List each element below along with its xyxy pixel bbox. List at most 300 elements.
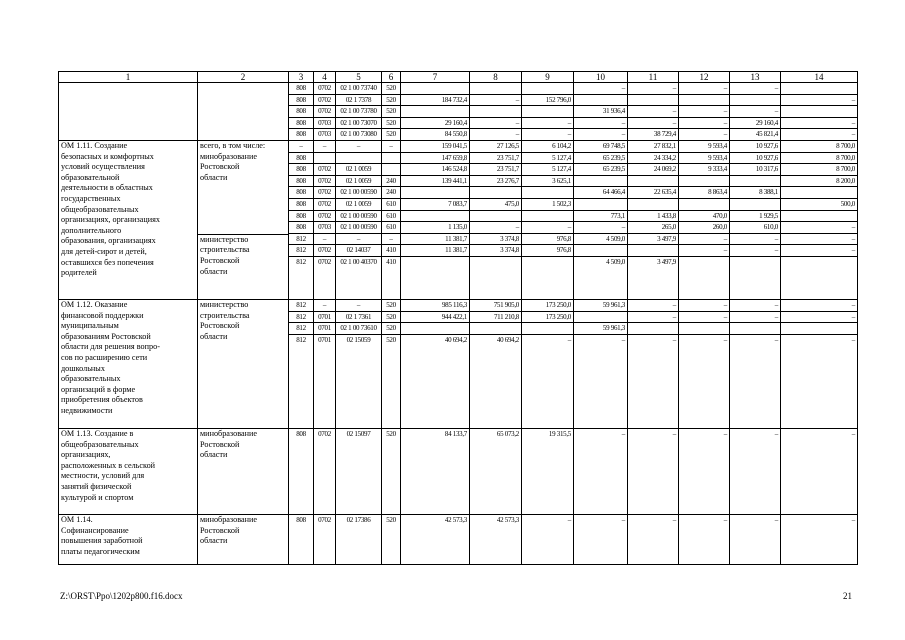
- table-block-row: [59, 299, 858, 428]
- table-cell-value: 751 905,0: [470, 300, 521, 312]
- table-cell-value: 9 593,4: [679, 141, 729, 153]
- table-cell-value: –: [470, 222, 521, 234]
- header-row: [59, 72, 858, 83]
- table-cell-value: 0702: [314, 211, 335, 223]
- data-column-cell: [730, 428, 781, 514]
- executor-line: министерство: [200, 299, 249, 309]
- data-column-cell: [336, 140, 382, 299]
- table-cell-value: –: [781, 95, 857, 107]
- table-cell-value: –: [774, 515, 778, 524]
- executor-line: строительства: [200, 245, 250, 255]
- table-cell-value: 02 1 0059: [336, 199, 381, 211]
- table-cell-value: 42 573,3: [496, 515, 519, 524]
- table-cell-value: 64 466,4: [574, 187, 627, 199]
- column-number-header: 13: [730, 72, 781, 83]
- table-cell-value: –: [774, 429, 778, 438]
- table-cell-value: [730, 199, 780, 211]
- table-cell-value: 808: [289, 118, 313, 130]
- data-column-cell: [781, 514, 858, 564]
- table-cell-value: [730, 257, 780, 268]
- table-cell-value: 0701: [314, 312, 335, 324]
- measure-description-line: сов по расширению сети: [61, 352, 148, 362]
- table-cell-value: –: [574, 118, 627, 130]
- executor-line: министерство: [200, 234, 249, 244]
- table-block-row: [59, 83, 858, 141]
- data-column-cell: [574, 140, 628, 299]
- table-cell-value: 808: [289, 187, 313, 199]
- column-number-header: 5: [336, 72, 382, 83]
- table-cell-value: [574, 176, 627, 188]
- column-number-header: 11: [628, 72, 679, 83]
- table-cell-value: –: [679, 300, 729, 312]
- table-cell-value: 65 239,5: [574, 164, 627, 176]
- data-column-cell: [781, 83, 858, 141]
- table-cell-value: 8 200,0: [781, 176, 857, 188]
- executor-line: Ростовской: [200, 162, 240, 172]
- data-column-cell: [314, 428, 336, 514]
- table-cell-value: –: [672, 515, 676, 524]
- table-cell-value: 265,0: [628, 222, 678, 234]
- table-cell-value: 40 694,2: [444, 335, 467, 344]
- data-column-cell: [289, 299, 314, 428]
- table-cell-value: 808: [296, 130, 306, 139]
- table-cell-value: 29 160,4: [730, 118, 780, 130]
- table-cell-value: 1 929,5: [730, 211, 780, 223]
- executor-group: [198, 300, 288, 428]
- table-cell-value: 02 1 0059: [336, 176, 381, 188]
- table-cell-value: –: [672, 429, 676, 438]
- measure-description-line: расположенных в сельской: [61, 460, 156, 470]
- data-column-cell: [730, 299, 781, 428]
- table-cell-value: [574, 245, 627, 257]
- table-cell-value: 23 276,7: [470, 176, 521, 188]
- table-cell-value: 0702: [314, 95, 335, 107]
- measure-description-line: повышения заработной: [61, 536, 143, 546]
- measure-description-line: общеобразовательных: [61, 439, 139, 449]
- table-cell-value: 808: [296, 515, 306, 524]
- table-cell-value: 520: [382, 323, 400, 335]
- table-cell-value: 240: [382, 176, 400, 188]
- table-cell-value: 02 1 00 00590: [336, 211, 381, 223]
- measure-description-line: ОМ 1.11. Создание: [61, 140, 128, 150]
- table-cell-value: 8 700,0: [781, 153, 857, 165]
- table-cell-value: 02 17386: [346, 515, 371, 524]
- table-cell-value: 10 317,6: [730, 164, 780, 176]
- table-cell-value: –: [628, 118, 678, 130]
- table-cell-value: 27 126,5: [470, 141, 521, 153]
- column-number-header: 9: [522, 72, 574, 83]
- table-cell-value: –: [382, 141, 400, 153]
- measure-description-cell: [59, 140, 198, 299]
- table-cell-value: 02 15097: [346, 429, 371, 438]
- data-column-cell: [336, 514, 382, 564]
- table-cell-value: 808: [289, 164, 313, 176]
- measure-description-line: Софинансирование: [61, 525, 129, 535]
- table-cell-value: –: [567, 130, 571, 139]
- data-column-cell: [679, 428, 730, 514]
- table-cell-value: –: [628, 312, 678, 324]
- data-column-cell: [336, 428, 382, 514]
- table-cell-value: 84 550,8: [444, 130, 467, 139]
- table-cell-value: 0702: [318, 515, 331, 524]
- table-cell-value: 976,8: [522, 245, 573, 257]
- executor-cell: [198, 299, 289, 428]
- data-column-cell: [628, 299, 679, 428]
- table-cell-value: 0702: [318, 429, 331, 438]
- table-cell-value: –: [723, 130, 727, 139]
- measure-description-line: организациях, организациях: [61, 215, 160, 225]
- data-column-cell: [401, 428, 470, 514]
- table-cell-value: 8 388,1: [730, 187, 780, 199]
- table-cell-value: 24 334,2: [628, 153, 678, 165]
- table-cell-value: 0702: [314, 83, 335, 95]
- data-column-cell: [730, 514, 781, 564]
- table-cell-value: [401, 257, 469, 268]
- table-cell-value: –: [679, 83, 729, 95]
- table-cell-value: [574, 95, 627, 107]
- table-cell-value: 470,0: [679, 211, 729, 223]
- table-cell-value: 139 441,1: [401, 176, 469, 188]
- table-cell-value: –: [574, 222, 627, 234]
- table-cell-value: –: [730, 106, 780, 118]
- measure-description-line: местности, условий для: [61, 471, 145, 481]
- table-cell-value: 184 732,4: [401, 95, 469, 107]
- data-column-cell: [522, 299, 574, 428]
- executor-line: Ростовской: [200, 321, 240, 331]
- table-cell-value: –: [470, 95, 521, 107]
- table-cell-value: [470, 106, 521, 118]
- data-column-cell: [336, 299, 382, 428]
- table-cell-value: 5 127,4: [522, 164, 573, 176]
- table-cell-value: –: [730, 234, 780, 246]
- table-cell-value: 520: [382, 118, 400, 130]
- executor-line: области: [200, 536, 228, 546]
- table-cell-value: –: [314, 300, 335, 312]
- table-cell-value: 59 961,3: [574, 300, 627, 312]
- column-number-header: 3: [289, 72, 314, 83]
- table-cell-value: 27 832,1: [628, 141, 678, 153]
- table-cell-value: [336, 153, 381, 165]
- measure-description-line: культурой и спортом: [61, 492, 134, 502]
- table-cell-value: –: [628, 300, 678, 312]
- executor-line: области: [200, 450, 228, 460]
- table-cell-value: 610: [382, 199, 400, 211]
- table-cell-value: –: [679, 312, 729, 324]
- table-cell-value: [628, 95, 678, 107]
- table-cell-value: –: [621, 429, 625, 438]
- table-cell-value: 69 748,5: [574, 141, 627, 153]
- footer-file-path: Z:\ORST\Ppo\1202p800.f16.docx: [60, 591, 183, 601]
- table-cell-value: 520: [386, 515, 396, 524]
- table-cell-value: [574, 312, 627, 324]
- table-cell-value: 0702: [314, 245, 335, 257]
- table-cell-value: 0701: [314, 323, 335, 335]
- table-cell-value: –: [628, 106, 678, 118]
- table-cell-value: –: [851, 130, 855, 139]
- table-cell-value: 808: [289, 106, 313, 118]
- table-cell-value: 475,0: [470, 199, 521, 211]
- table-cell-value: 3 625,1: [522, 176, 573, 188]
- table-cell-value: –: [679, 106, 729, 118]
- table-cell-value: –: [781, 234, 857, 246]
- table-cell-value: 808: [289, 211, 313, 223]
- table-cell-value: 7 083,7: [401, 199, 469, 211]
- data-column-cell: [522, 428, 574, 514]
- data-column-cell: [781, 299, 858, 428]
- table-cell-value: 59 961,3: [574, 323, 627, 335]
- table-cell-value: –: [574, 83, 627, 95]
- measure-description-line: занятий физической: [61, 481, 132, 491]
- table-cell-value: 520: [386, 130, 396, 139]
- table-cell-value: –: [336, 300, 381, 312]
- data-column-cell: [401, 299, 470, 428]
- executor-line: минобразование: [200, 151, 258, 161]
- measure-description-line: ОМ 1.12. Оказание: [61, 299, 128, 309]
- executor-line: Ростовской: [200, 525, 240, 535]
- table-cell-value: –: [621, 515, 625, 524]
- table-cell-value: 0702: [314, 106, 335, 118]
- table-cell-value: [628, 245, 678, 257]
- data-column-cell: [382, 83, 401, 141]
- table-cell-value: 812: [289, 245, 313, 257]
- column-number-header: 7: [401, 72, 470, 83]
- table-cell-value: 812: [289, 312, 313, 324]
- measure-description-line: недвижимости: [61, 405, 113, 415]
- table-cell-value: –: [781, 118, 857, 130]
- table-cell-value: 773,1: [574, 211, 627, 223]
- table-cell-value: 02 1 00 00590: [336, 222, 381, 234]
- table-cell-value: [522, 323, 573, 335]
- table-cell-value: 8 863,4: [679, 187, 729, 199]
- table-cell-value: –: [621, 130, 625, 139]
- measure-description-line: организациях,: [61, 450, 111, 460]
- table-cell-value: 520: [382, 95, 400, 107]
- table-cell-value: –: [336, 234, 381, 246]
- data-column-cell: [336, 83, 382, 141]
- data-column-cell: [314, 140, 336, 299]
- table-cell-value: 38 729,4: [653, 130, 676, 139]
- table-cell-value: 40 694,2: [496, 335, 519, 344]
- table-cell-value: 02 1 00 00590: [336, 187, 381, 199]
- measure-description-line: платы педагогическим: [61, 546, 140, 556]
- table-cell-value: 0702: [314, 164, 335, 176]
- data-column-cell: [628, 514, 679, 564]
- table-cell-value: 711 210,8: [470, 312, 521, 324]
- data-column-cell: [289, 514, 314, 564]
- table-cell-value: [382, 153, 400, 165]
- executor-line: минобразование: [200, 428, 258, 438]
- budget-table: [58, 71, 858, 565]
- table-cell-value: –: [730, 83, 780, 95]
- data-column-cell: [314, 83, 336, 141]
- table-cell-value: 11 381,7: [401, 245, 469, 257]
- data-column-cell: [382, 428, 401, 514]
- measure-description-line: безопасных и комфортных: [61, 151, 154, 161]
- data-column-cell: [382, 514, 401, 564]
- measure-description-line: образованиям Ростовской: [61, 331, 151, 341]
- table-cell-value: –: [515, 130, 519, 139]
- table-cell-value: –: [522, 118, 573, 130]
- data-column-cell: [470, 140, 522, 299]
- table-cell-value: –: [851, 515, 855, 524]
- data-column-cell: [679, 514, 730, 564]
- data-column-cell: [470, 428, 522, 514]
- table-cell-value: [470, 187, 521, 199]
- measure-description-line: финансовой поддержки: [61, 310, 144, 320]
- table-cell-value: [781, 83, 857, 95]
- table-cell-value: 65 239,5: [574, 153, 627, 165]
- measure-description-cell: [59, 514, 198, 564]
- table-cell-value: [781, 211, 857, 223]
- executor-group: [198, 515, 288, 561]
- table-cell-value: –: [382, 234, 400, 246]
- table-cell-value: 1 135,0: [401, 222, 469, 234]
- table-cell-value: 45 821,4: [755, 130, 778, 139]
- column-number-header: 8: [470, 72, 522, 83]
- table-block-row: [59, 428, 858, 514]
- table-cell-value: 520: [386, 335, 396, 344]
- data-column-cell: [314, 514, 336, 564]
- data-column-cell: [781, 428, 858, 514]
- table-cell-value: 808: [289, 153, 313, 165]
- table-cell-value: [628, 199, 678, 211]
- executor-line: всего, в том числе:: [200, 140, 266, 150]
- table-cell-value: –: [567, 515, 571, 524]
- table-cell-value: 808: [296, 429, 306, 438]
- table-cell-value: 0703: [314, 118, 335, 130]
- table-cell-value: 02 1 7361: [336, 312, 381, 324]
- table-cell-value: 02 1 00 40370: [340, 257, 377, 266]
- table-cell-value: 240: [382, 187, 400, 199]
- data-column-cell: [679, 140, 730, 299]
- table-block-row: [59, 514, 858, 564]
- table-cell-value: 19 315,5: [548, 429, 571, 438]
- table-cell-value: 23 751,7: [470, 153, 521, 165]
- table-cell-value: 0702: [314, 176, 335, 188]
- table-cell-value: –: [336, 141, 381, 153]
- measure-description-line: деятельности в областных: [61, 183, 153, 193]
- table-cell-value: –: [289, 141, 313, 153]
- executor-line: Ростовской: [200, 439, 240, 449]
- table-cell-value: 173 250,0: [522, 312, 573, 324]
- executor-cell: [198, 514, 289, 564]
- table-cell-value: –: [781, 245, 857, 257]
- table-cell-value: 6 104,2: [522, 141, 573, 153]
- table-cell-value: –: [730, 312, 780, 324]
- table-cell-value: [470, 83, 521, 95]
- column-number-header: 6: [382, 72, 401, 83]
- executor-group: [198, 429, 288, 510]
- table-cell-value: [522, 83, 573, 95]
- data-column-cell: [401, 140, 470, 299]
- measure-description-line: общеобразовательных: [61, 204, 139, 214]
- data-column-cell: [470, 83, 522, 141]
- table-cell-value: 1 433,8: [628, 211, 678, 223]
- table-cell-value: 173 250,0: [522, 300, 573, 312]
- table-cell-value: [679, 95, 729, 107]
- measure-description-line: ОМ 1.13. Создание в: [61, 428, 134, 438]
- table-cell-value: [522, 187, 573, 199]
- table-cell-value: [679, 199, 729, 211]
- table-cell-value: 0702: [318, 257, 331, 266]
- table-cell-value: 02 1 0059: [336, 164, 381, 176]
- table-cell-value: 4 509,0: [574, 234, 627, 246]
- table-cell-value: [781, 187, 857, 199]
- measure-description-cell: [59, 299, 198, 428]
- table-cell-value: 02 1 00 73610: [336, 323, 381, 335]
- executor-cell: [198, 428, 289, 514]
- measure-description-line: условий осуществления: [61, 162, 145, 172]
- table-cell-value: [781, 106, 857, 118]
- data-column-cell: [289, 428, 314, 514]
- measure-description-line: дошкольных: [61, 363, 105, 373]
- table-cell-value: 02 1 7378: [336, 95, 381, 107]
- data-column-cell: [730, 140, 781, 299]
- measure-description-line: дополнительного: [61, 225, 122, 235]
- data-column-cell: [679, 299, 730, 428]
- measure-description-line: муниципальным: [61, 321, 119, 331]
- measure-description-line: для детей-сирот и детей,: [61, 246, 147, 256]
- table-cell-value: 1 502,3: [522, 199, 573, 211]
- table-cell-value: [401, 211, 469, 223]
- table-cell-value: [522, 106, 573, 118]
- table-cell-value: –: [851, 429, 855, 438]
- table-cell-value: –: [851, 335, 855, 344]
- measure-description-line: оставшихся без попечения: [61, 257, 154, 267]
- measure-description-line: родителей: [61, 268, 97, 278]
- table-cell-value: 4 509,0: [606, 257, 625, 266]
- table-cell-value: 812: [296, 335, 306, 344]
- table-cell-value: –: [730, 245, 780, 257]
- table-cell-value: 985 116,3: [401, 300, 469, 312]
- table-cell-value: 02 1 00 73780: [336, 106, 381, 118]
- table-cell-value: 812: [296, 257, 306, 266]
- executor-group: [198, 234, 288, 276]
- table-cell-value: 3 374,8: [470, 234, 521, 246]
- table-cell-value: 812: [289, 234, 313, 246]
- table-cell-value: [781, 257, 857, 268]
- column-number-header: 1: [59, 72, 198, 83]
- table-cell-value: [401, 323, 469, 335]
- table-cell-value: [470, 257, 521, 268]
- executor-line: области: [200, 331, 228, 341]
- table-cell-value: 808: [289, 83, 313, 95]
- data-column-cell: [522, 514, 574, 564]
- table-cell-value: [401, 106, 469, 118]
- table-cell-value: –: [672, 335, 676, 344]
- table-cell-value: –: [723, 515, 727, 524]
- table-cell-value: –: [679, 234, 729, 246]
- table-cell-value: 9 593,4: [679, 153, 729, 165]
- measure-description-cell: [59, 83, 198, 141]
- table-cell-value: 146 524,8: [401, 164, 469, 176]
- table-cell-value: 610: [382, 222, 400, 234]
- table-cell-value: –: [781, 222, 857, 234]
- column-number-header: 10: [574, 72, 628, 83]
- executor-group: [198, 141, 288, 235]
- table-cell-value: –: [730, 300, 780, 312]
- table-cell-value: [628, 323, 678, 335]
- table-cell-value: [401, 83, 469, 95]
- data-column-cell: [628, 83, 679, 141]
- column-number-header: 12: [679, 72, 730, 83]
- table-cell-value: 0701: [318, 335, 331, 344]
- table-cell-value: 812: [289, 300, 313, 312]
- table-cell-value: –: [628, 83, 678, 95]
- table-cell-value: 0702: [314, 187, 335, 199]
- table-cell-value: [679, 323, 729, 335]
- table-cell-value: 02 1 00 73070: [336, 118, 381, 130]
